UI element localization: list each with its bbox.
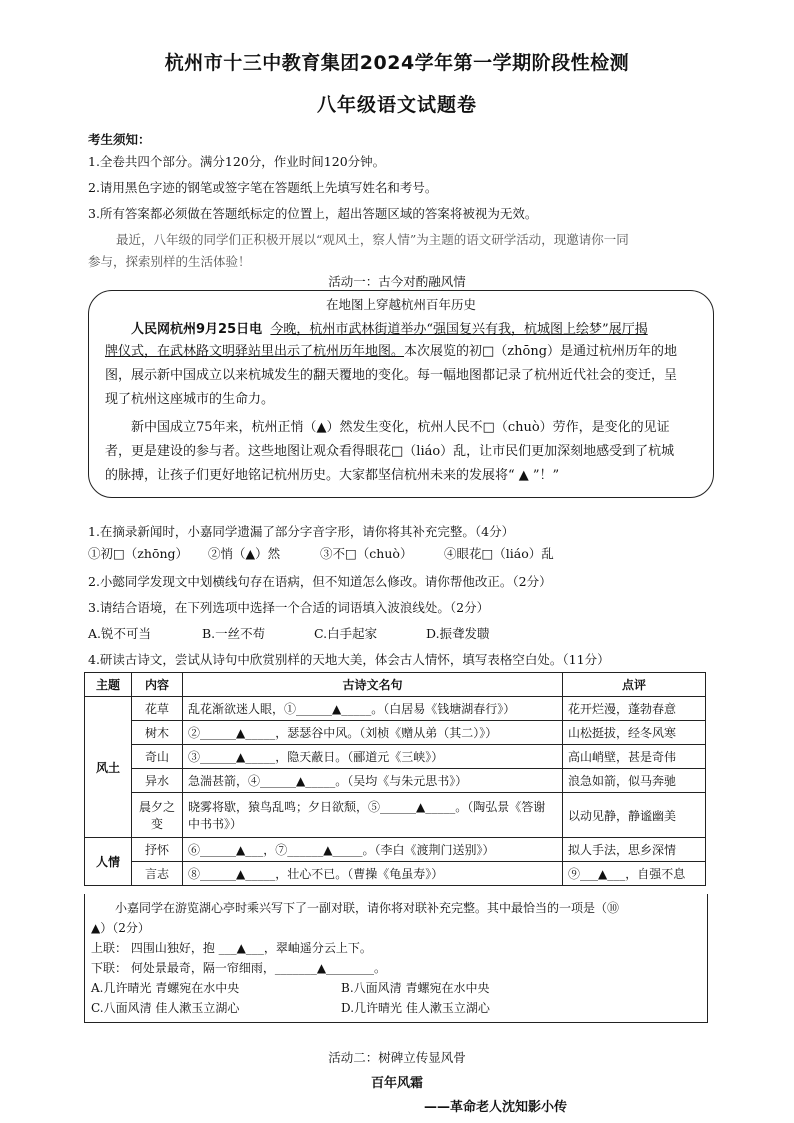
activity1-title: 活动一：古今对酌融风情 bbox=[328, 274, 466, 289]
table-header: 主题 bbox=[85, 673, 132, 697]
table-header: 内容 bbox=[132, 673, 183, 697]
verse-cell: 乱花渐欲迷人眼，①______▲_____。（白居易《钱塘湖春行》） bbox=[183, 697, 563, 721]
article-title: 百年风霜 bbox=[370, 1076, 423, 1091]
activity2-title: 活动二：树碑立传显风骨 bbox=[328, 1050, 466, 1065]
news-text: 本次展览的初□（zhōng）是通过杭州历年的地 bbox=[404, 344, 678, 359]
couplet-options-row: A.几许晴光 青螺宛在水中央 B.八面风清 青螺宛在水中央 bbox=[91, 981, 490, 995]
verse-cell: 晓雾将歇，猿鸟乱鸣；夕日欲颓，⑤______▲_____。（陶弘景《答谢中书书》） bbox=[183, 793, 563, 838]
news-box bbox=[88, 290, 714, 498]
couplet-options-row: C.八面风清 佳人漱玉立湖心 D.几许晴光 佳人漱玉立湖心 bbox=[91, 1001, 490, 1015]
table-row: 言志 ⑧______▲_____，壮心不已。（曹操《龟虽寿》） ⑨___▲___，自强不息 bbox=[85, 862, 706, 886]
verse-cell: ⑥______▲___，⑦______▲_____。（李白《渡荆门送别》） bbox=[183, 838, 563, 862]
question-3-options: A.锐不可当 B.一丝不苟 C.白手起家 D.振聋发聩 bbox=[88, 626, 490, 641]
news-dateline: 人民网杭州9月25日电 bbox=[131, 322, 263, 337]
notice-item: 2.请用黑色字迹的钢笔或签字笔在答题纸上先填写姓名和考号。 bbox=[88, 180, 438, 195]
table-header-row bbox=[85, 673, 706, 697]
news-text: 者，更是建设的参与者。这些地图让观众看得眼花□（liáo）乱，让市民们更加深刻地感受到了杭城 bbox=[105, 444, 675, 459]
intro-text: 最近，八年级的同学们正积极开展以“观风土，察人情”为主题的语文研学活动，现邀请你一同 bbox=[116, 232, 629, 247]
notice-item: 1.全卷共四个部分。满分120分，作业时间120分钟。 bbox=[88, 154, 386, 169]
exam-subtitle: 八年级语文试题卷 bbox=[316, 94, 477, 116]
table-header: 古诗文名句 bbox=[183, 673, 563, 697]
couplet-intro: ▲）（2分） bbox=[91, 921, 150, 935]
theme-cell: 人情 bbox=[85, 838, 132, 886]
couplet-lower: 下联： 何处景最奇，隔一帘细雨，_______▲________。 bbox=[91, 961, 387, 975]
table-header: 点评 bbox=[563, 673, 706, 697]
question-1-items: ①初□（zhōng） ②悄（▲）然 ③不□（chuò） ④眼花□（liáo）乱 bbox=[88, 546, 554, 561]
intro-text: 参与，探索别样的生活体验！ bbox=[88, 254, 251, 269]
couplet-box bbox=[84, 894, 708, 1023]
question-3: 3.请结合语境，在下列选项中选择一个合适的词语填入波浪线处。（2分） bbox=[88, 600, 490, 615]
exam-title: 杭州市十三中教育集团2024学年第一学期阶段性检测 bbox=[164, 52, 630, 74]
poetry-table bbox=[84, 672, 706, 886]
news-text: 图，展示新中国成立以来杭城发生的翻天覆地的变化。每一幅地图都记录了杭州近代社会的变迁，呈 bbox=[105, 368, 678, 383]
news-text: 现了杭州这座城市的生命力。 bbox=[105, 392, 275, 407]
question-1: 1.在摘录新闻时，小嘉同学遗漏了部分字音字形，请你将其补充完整。（4分） bbox=[88, 524, 515, 539]
table-row: 异水 急湍甚箭，④______▲_____。（吴均《与朱元思书》） 浪急如箭，似马奔驰 bbox=[85, 769, 706, 793]
news-text: 的脉搏，让孩子们更好地铭记杭州历史。大家都坚信杭州未来的发展将“ ▲ ”！” bbox=[105, 468, 560, 483]
news-headline: 在地图上穿越杭州百年历史 bbox=[325, 297, 476, 312]
table-row: 风土 花草 乱花渐欲迷人眼，①______▲_____。（白居易《钱塘湖春行》） 花开烂漫，蓬勃春意 bbox=[85, 697, 706, 721]
couplet-intro: 小嘉同学在游览湖心亭时乘兴写下了一副对联，请你将对联补充完整。其中最恰当的一项是（⑩ bbox=[115, 901, 620, 915]
verse-cell: ⑧______▲_____，壮心不已。（曹操《龟虽寿》） bbox=[183, 862, 563, 886]
table-row: 奇山 ③______▲_____，隐天蔽日。（郦道元《三峡》） 高山峭壁，甚是奇伟 bbox=[85, 745, 706, 769]
article-subtitle: ——革命老人沈知影小传 bbox=[424, 1100, 568, 1115]
theme-cell: 风土 bbox=[85, 697, 132, 838]
verse-cell: ②______▲_____，瑟瑟谷中风。（刘桢《赠从弟（其二）》） bbox=[183, 721, 563, 745]
table-row: 晨夕之变 晓雾将歇，猿鸟乱鸣；夕日欲颓，⑤______▲_____。（陶弘景《答谢中书书》） 以动见静，静谧幽美 bbox=[85, 793, 706, 838]
notice-heading: 考生须知： bbox=[88, 132, 151, 147]
question-2: 2.小懿同学发现文中划横线句存在语病，但不知道怎么修改。请你帮他改正。（2分） bbox=[88, 574, 552, 589]
news-text: 新中国成立75年来，杭州正悄（▲）然发生变化，杭州人民不□（chuò）劳作，是变化的见证 bbox=[131, 420, 670, 435]
underlined-sentence: 牌仪式，在武林路文明驿站里出示了杭州历年地图。 bbox=[105, 344, 405, 359]
verse-cell: ③______▲_____，隐天蔽日。（郦道元《三峡》） bbox=[183, 745, 563, 769]
verse-cell: 急湍甚箭，④______▲_____。（吴均《与朱元思书》） bbox=[183, 769, 563, 793]
notice-item: 3.所有答案都必须做在答题纸标定的位置上，超出答题区域的答案将被视为无效。 bbox=[88, 206, 538, 221]
couplet-upper: 上联： 四围山独好，抱 ___▲___，翠岫遥分云上下。 bbox=[91, 941, 372, 955]
table-row: 树木 ②______▲_____，瑟瑟谷中风。（刘桢《赠从弟（其二）》） 山松挺拔，经冬风寒 bbox=[85, 721, 706, 745]
table-row: 人情 抒怀 ⑥______▲___，⑦______▲_____。（李白《渡荆门送别》） 拟人手法，思乡深情 bbox=[85, 838, 706, 862]
underlined-sentence: 今晚，杭州市武林街道举办“强国复兴有我，杭城图上绘梦”展厅揭 bbox=[270, 322, 648, 337]
question-4: 4.研读古诗文，尝试从诗句中欣赏别样的天地大美，体会古人情怀，填写表格空白处。（11分） bbox=[88, 652, 610, 667]
